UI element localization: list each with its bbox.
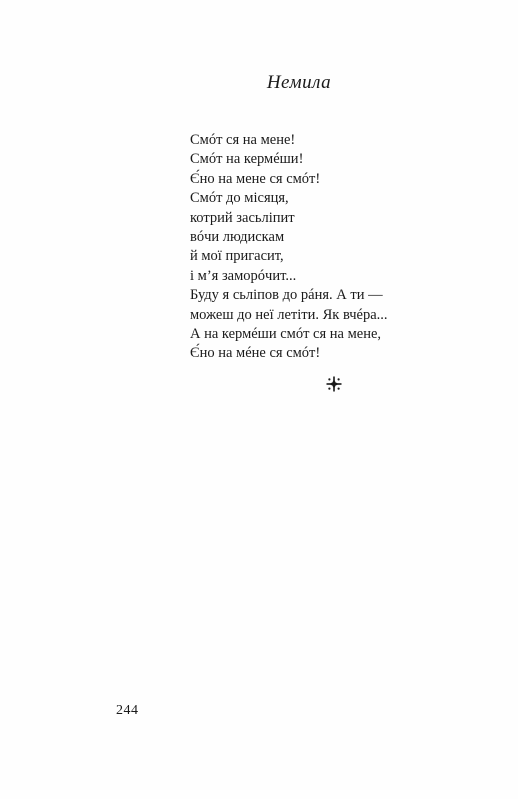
poem-line: і м’я заморóчит...	[190, 267, 297, 284]
asterism-ornament-icon	[326, 376, 342, 392]
poem-line: вóчи людискам	[190, 229, 285, 246]
poem-line: Буду я сьліпов до рáня. А ти —	[190, 287, 383, 304]
poem-text	[190, 131, 490, 364]
poem-line: А на кермéши смóт ся на мене,	[190, 326, 382, 343]
page-number: 244	[116, 703, 139, 718]
poem-line: котрий засьліпит	[190, 209, 295, 226]
poem-title: Немила	[266, 72, 332, 93]
poem-line: можеш до неї летіти. Як вчéра...	[190, 306, 388, 323]
poem-line: Смóт ся на мене!	[190, 132, 296, 148]
poem-line: Смóт до місяця,	[190, 190, 289, 207]
poem-line: й мої пригасит,	[190, 248, 284, 265]
poem-line: Є́но на мене ся смóт!	[190, 170, 321, 187]
poem-line: Є́но на мéне ся смóт!	[190, 345, 321, 362]
poem-line: Смóт на кермéши!	[190, 151, 304, 168]
